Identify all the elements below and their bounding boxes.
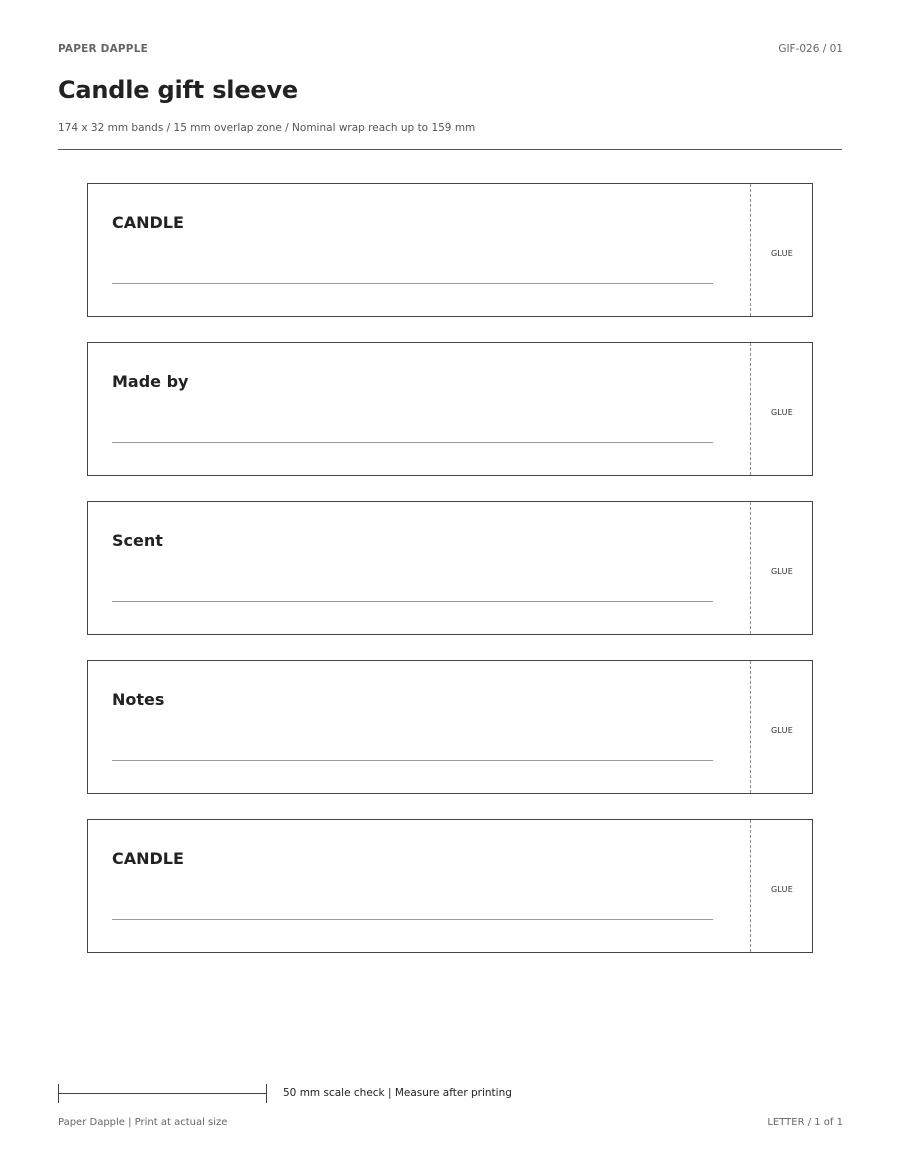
write-in-line[interactable] (112, 442, 713, 443)
scale-line (58, 1093, 267, 1094)
scale-check-text: 50 mm scale check | Measure after printing (283, 1087, 512, 1099)
write-in-line[interactable] (112, 919, 713, 920)
glue-zone-label: GLUE (771, 249, 793, 258)
footer-print-note: Paper Dapple | Print at actual size (58, 1117, 228, 1128)
scale-tick-right (266, 1084, 267, 1103)
scale-check-bar (58, 1084, 267, 1103)
glue-zone-label: GLUE (771, 408, 793, 417)
band-label: Scent (112, 531, 163, 550)
band-list (87, 183, 813, 978)
glue-zone-label: GLUE (771, 885, 793, 894)
page-title: Candle gift sleeve (58, 76, 298, 104)
sleeve-band (87, 183, 813, 317)
write-in-line[interactable] (112, 760, 713, 761)
overlap-fold-line (750, 184, 751, 316)
overlap-fold-line (750, 343, 751, 475)
overlap-fold-line (750, 502, 751, 634)
write-in-line[interactable] (112, 601, 713, 602)
band-label: CANDLE (112, 213, 184, 232)
glue-zone-label: GLUE (771, 726, 793, 735)
overlap-fold-line (750, 661, 751, 793)
sleeve-band (87, 342, 813, 476)
band-label: Notes (112, 690, 165, 709)
sleeve-band (87, 819, 813, 953)
sleeve-band (87, 660, 813, 794)
document-code: GIF-026 / 01 (778, 43, 843, 55)
band-label: Made by (112, 372, 189, 391)
footer-page-info: LETTER / 1 of 1 (767, 1117, 843, 1128)
band-label: CANDLE (112, 849, 184, 868)
page-subtitle: 174 x 32 mm bands / 15 mm overlap zone / Nominal wrap reach up to 159 mm (58, 122, 476, 134)
overlap-fold-line (750, 820, 751, 952)
brand-name: PAPER DAPPLE (58, 43, 148, 55)
glue-zone-label: GLUE (771, 567, 793, 576)
write-in-line[interactable] (112, 283, 713, 284)
sleeve-band (87, 501, 813, 635)
header-divider (58, 149, 842, 150)
